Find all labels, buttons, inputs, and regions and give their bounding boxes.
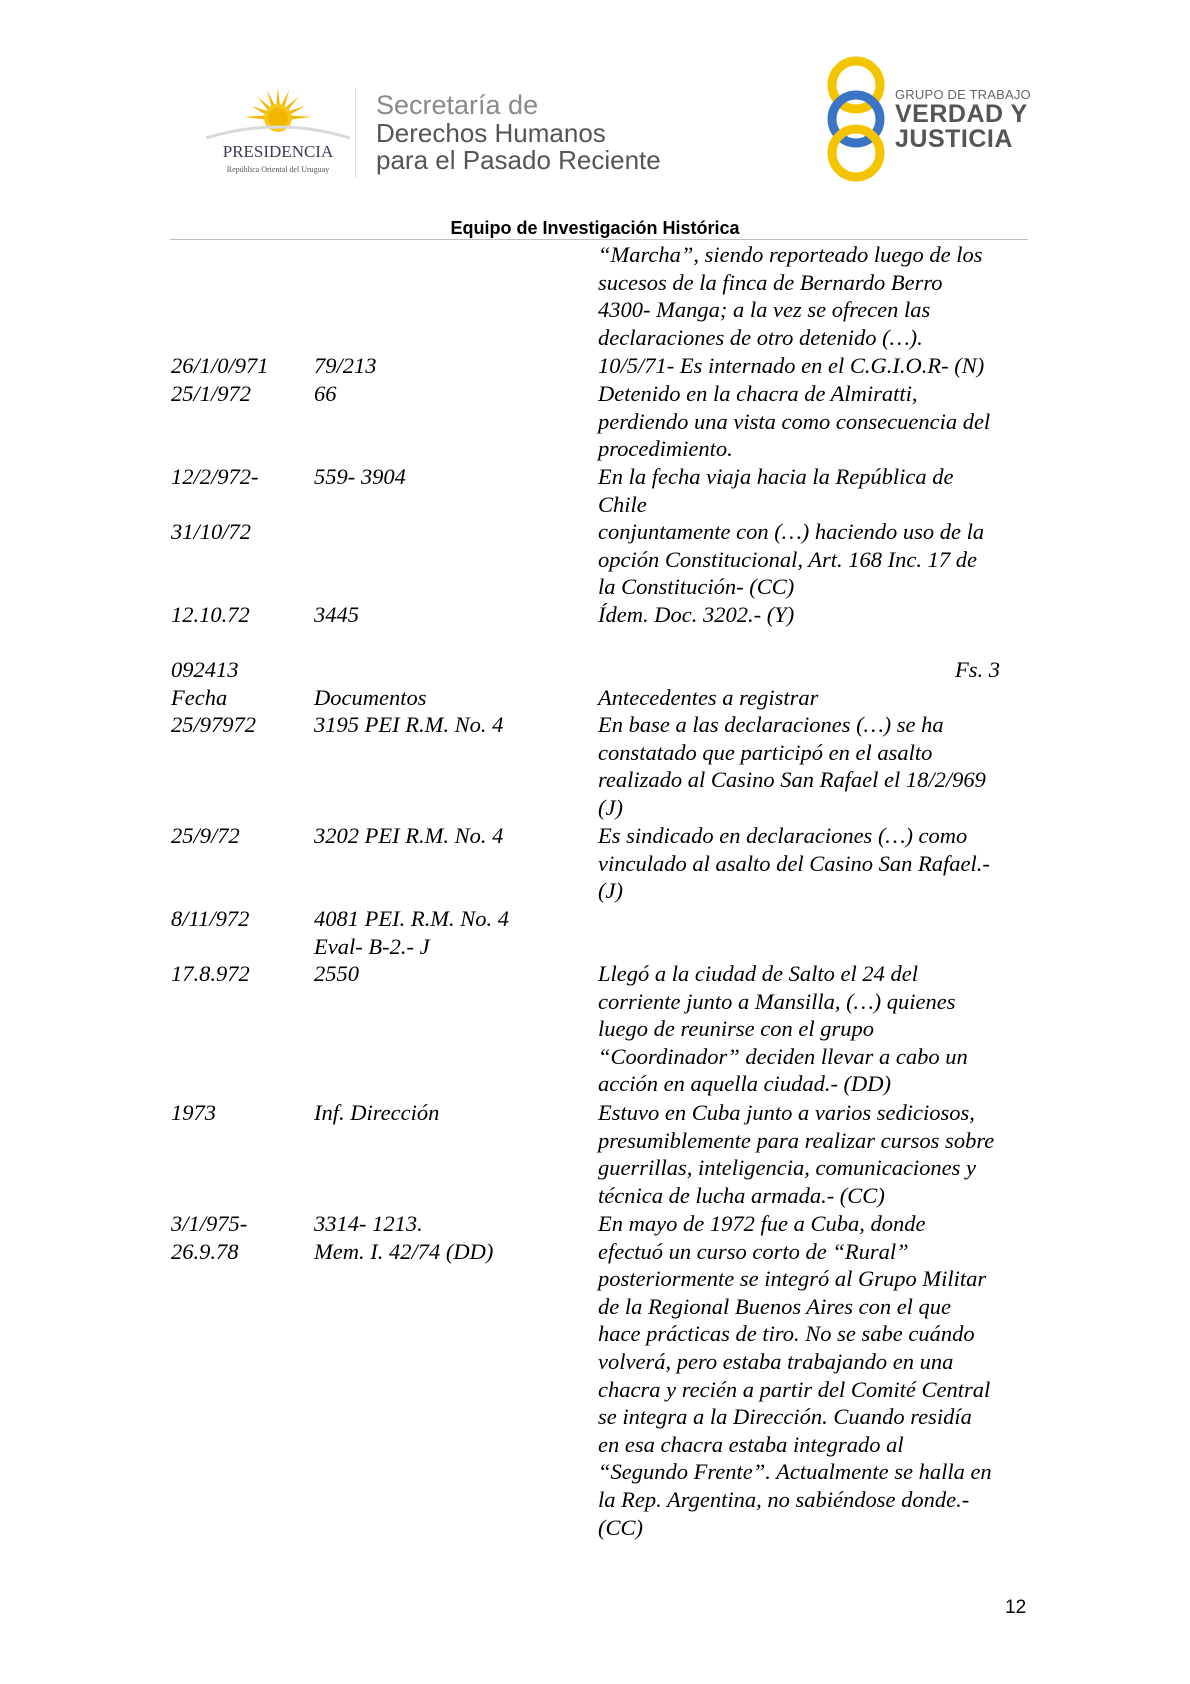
text-line: realizado al Casino San Rafael el 18/2/969: [598, 767, 986, 793]
folio-number: Fs. 3: [955, 657, 1000, 682]
text-line: procedimiento.: [598, 436, 733, 462]
entry-doc: 3195 PEI R.M. No. 4: [314, 712, 504, 737]
entry-date: 26/1/0/971: [171, 353, 269, 378]
text-line: en esa chacra estaba integrado al: [598, 1431, 904, 1457]
text-line: Antecedentes a registrar: [598, 685, 819, 710]
text-line: luego de reunirse con el grupo: [598, 1016, 874, 1042]
gtvj-text: [895, 88, 1031, 152]
entry-date: 25/9/72: [171, 823, 240, 848]
presidencia-subtext: República Oriental del Uruguay: [226, 165, 330, 174]
doc-line: 3314- 1213.: [314, 1211, 423, 1236]
gtvj-small-text: GRUPO DE TRABAJO: [895, 87, 1031, 102]
entry-text: [598, 1210, 1026, 1541]
text-line: Detenido en la chacra de Almiratti,: [598, 381, 918, 406]
file-id: 092413: [171, 657, 239, 682]
entry-doc: 66: [314, 381, 337, 406]
text-line: Es sindicado en declaraciones (…) como: [598, 823, 968, 848]
text-line: En mayo de 1972 fue a Cuba, donde: [598, 1211, 926, 1236]
text-line: Estuvo en Cuba junto a varios sediciosos,: [598, 1100, 975, 1125]
text-line: de la Regional Buenos Aires con el que: [598, 1293, 952, 1319]
text-line: En la fecha viaja hacia la República de: [598, 464, 954, 489]
text-line: hace prácticas de tiro. No se sabe cuándo: [598, 1321, 975, 1347]
text-line: sucesos de la finca de Bernardo Berro: [598, 269, 943, 295]
entry-date: 1973: [171, 1100, 216, 1125]
text-line: 10/5/71- Es internado en el C.G.I.O.R- (N): [598, 353, 985, 378]
entry-text: [598, 352, 1026, 380]
entry-text: [598, 822, 1026, 905]
secretaria-line-3: para el Pasado Reciente: [376, 145, 661, 175]
presidencia-text: PRESIDENCIA: [222, 142, 334, 161]
column-header-antecedentes: [598, 684, 1026, 712]
text-line: 4300- Manga; a la vez se ofrecen las: [598, 297, 931, 323]
text-line: volverá, pero estaba trabajando en una: [598, 1348, 954, 1374]
text-line: En base a las declaraciones (…) se ha: [598, 712, 944, 737]
text-line: posteriormente se integró al Grupo Militar: [598, 1266, 987, 1292]
column-header-documents: Documentos: [314, 685, 427, 710]
doc-line: Mem. I. 42/74 (DD): [314, 1238, 494, 1264]
entry-text: [598, 380, 1026, 463]
text-line: guerrillas, inteligencia, comunicaciones y: [598, 1155, 977, 1181]
entry-text: [598, 1099, 1026, 1209]
uruguay-sun-emblem-icon: [198, 80, 358, 180]
entry-date: 17.8.972: [171, 961, 250, 986]
entry-text: [598, 601, 1026, 629]
entry-date: 25/97972: [171, 712, 257, 737]
secretaria-line-1: Secretaría de: [376, 90, 539, 120]
text-line: opción Constitucional, Art. 168 Inc. 17 de: [598, 546, 977, 572]
text-line: “Marcha”, siendo reporteado luego de los: [598, 242, 983, 267]
text-line: Chile: [598, 491, 647, 517]
entry-text: [598, 463, 1026, 518]
text-line: Ídem. Doc. 3202.- (Y): [598, 602, 795, 627]
entry-doc: 79/213: [314, 353, 377, 378]
gtvj-justicia-text: JUSTICIA: [895, 125, 1013, 153]
text-line: acción en aquella ciudad.- (DD): [598, 1071, 892, 1097]
text-line: la Constitución- (CC): [598, 574, 795, 600]
text-line: constatado que participó en el asalto: [598, 739, 933, 765]
header-rule: [170, 239, 1028, 240]
text-line: la Rep. Argentina, no sabiéndose donde.-: [598, 1486, 970, 1512]
text-line: se integra a la Dirección. Cuando residía: [598, 1404, 972, 1430]
entry-date: 12.10.72: [171, 602, 250, 627]
entry-date: 12/2/972-: [171, 464, 259, 489]
entry-date: 8/11/972: [171, 906, 250, 931]
date-line: 3/1/975-: [171, 1211, 248, 1236]
team-title: Equipo de Investigación Histórica: [450, 218, 740, 238]
entry-text: [598, 711, 1026, 821]
entry-doc: 559- 3904: [314, 464, 406, 489]
text-line: vinculado al asalto del Casino San Rafael.-: [598, 850, 990, 876]
doc-line: Eval- B-2.- J: [314, 933, 430, 959]
entry-doc: [314, 1210, 594, 1265]
entry-doc: [314, 905, 594, 960]
entry-doc: 3445: [314, 602, 359, 627]
entry-date: 25/1/972: [171, 381, 252, 406]
text-line: chacra y recién a partir del Comité Central: [598, 1376, 991, 1402]
page-number: 12: [1005, 1597, 1027, 1618]
doc-line: 4081 PEI. R.M. No. 4: [314, 906, 509, 931]
entry-text: [598, 241, 1026, 351]
column-header-date: Fecha: [171, 685, 228, 710]
date-line: 26.9.78: [171, 1238, 239, 1264]
text-line: efectuó un curso corto de “Rural”: [598, 1238, 909, 1264]
secretaria-line-2: Derechos Humanos: [376, 118, 606, 148]
text-line: (J): [598, 878, 623, 904]
entry-doc: 3202 PEI R.M. No. 4: [314, 823, 504, 848]
text-line: “Segundo Frente”. Actualmente se halla en: [598, 1459, 992, 1485]
presidencia-logo: [198, 80, 358, 180]
entry-doc: Inf. Dirección: [314, 1100, 440, 1125]
header-divider: [355, 88, 356, 178]
text-line: presumiblemente para realizar cursos sobre: [598, 1127, 995, 1153]
text-line: corriente junto a Mansilla, (…) quienes: [598, 988, 956, 1014]
secretaria-title: [376, 90, 661, 174]
text-line: técnica de lucha armada.- (CC): [598, 1182, 885, 1208]
text-line: “Coordinador” deciden llevar a cabo un: [598, 1043, 968, 1069]
text-line: (CC): [598, 1514, 643, 1540]
text-line: (J): [598, 794, 623, 820]
text-line: perdiendo una vista como consecuencia del: [598, 408, 991, 434]
entry-text: [598, 518, 1026, 601]
text-line: Llegó a la ciudad de Salto el 24 del: [598, 961, 918, 986]
entry-text: [598, 960, 1026, 1098]
text-line: conjuntamente con (…) haciendo uso de la: [598, 519, 985, 544]
gtvj-verdad-text: VERDAD Y: [895, 100, 1028, 128]
entry-date: [171, 1210, 311, 1265]
text-line: declaraciones de otro detenido (…).: [598, 324, 923, 350]
entry-doc: 2550: [314, 961, 359, 986]
entry-date: 31/10/72: [171, 519, 252, 544]
